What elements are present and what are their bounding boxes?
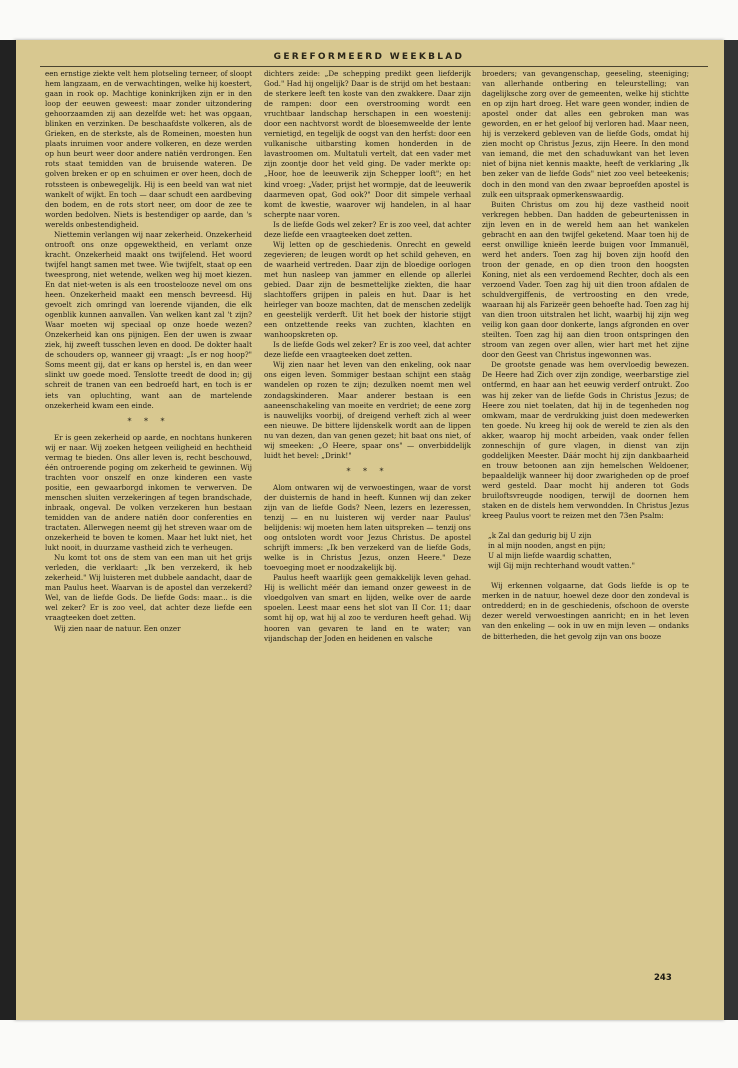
paragraph: Buiten Christus om zou hij deze vastheid nooit verkregen hebben. Dan hadden de gebeurtenissen in zijn leven en in de wereld hem aan het wankelen gebracht en aan den twijfel geketend. Maar toen hij de eerst onwillige knieën leerde buigen voor Immanuël, werd het anders. Toen zag hij boven zijn hoofd den troon der genade, en op dien troon den hoogsten Koning, niet als een verdoemend Rechter, doch als een verzoend Vader. Toen zag hij uit dien troon afdalen de schuldvergiffenis, de vertroosting en den vrede, waaraan hij als Farizeër geen behoefte had. Toen zag hij van dien troon uitstralen het licht, waarbij hij zijn weg veilig kon gaan door donkerte, langs afgronden en over steilten. Toen zag hij aan dien troon ontspringen den stroom van zegen over allen, wier hart met het zijne door den Geest van Christus ingewonnen was. bbox=[482, 199, 689, 360]
page-number: 243 bbox=[654, 973, 672, 983]
paragraph: Paulus heeft waarlijk geen gemakkelijk leven gehad. Hij is wellicht méér dan iemand onzer geweest in de vloedgolven van smart en lijden, welke over de aarde spoelen. Leest maar eens het slot van II Cor. 11; daar somt hij op, wat hij al zoo te verduren heeft gehad. Wij hooren van gevaren te land en te water; van vijandschap der Joden en heidenen en valsche bbox=[264, 573, 471, 643]
text-column-3 bbox=[482, 69, 689, 999]
psalm-quote bbox=[482, 531, 689, 571]
running-header: GEREFORMEERD WEEKBLAD bbox=[273, 52, 465, 62]
poem-line: in al mijn nooden, angst en pijn; bbox=[488, 541, 606, 551]
paragraph: Wij zien naar het leven van den enkeling, ook naar ons eigen leven. Sommiger bestaan schijnt een staäg wandelen op rozen te zijn; dezulken noemt men wel zondagskinderen. Maar anderer bestaan is een aaneenschakeling van moeite en verdriet; de eene zorg is nauwelijks voorbij, of dreigend verheft zich al weer een nieuwe. De bittere lijdenskelk wordt aan de lippen nu van dezen, dan van genen gezet; hit baat ons niet, of wij smeeken: „O Heere, spaar ons" — onverbiddelijk luidt het bevel: „Drink!" bbox=[264, 360, 471, 460]
section-divider: * * * bbox=[127, 416, 170, 426]
section-divider: * * * bbox=[346, 466, 389, 476]
paragraph: Is de liefde Gods wel zeker? Er is zoo veel, dat achter deze liefde een vraagteeken doet zetten. bbox=[264, 340, 471, 360]
header-rule bbox=[40, 66, 708, 67]
paragraph: een ernstige ziekte velt hem plotseling terneer, of sloopt hem langzaam, en de verwachtingen, welke hij koestert, gaan in rook op. Machtige koninkrijken zijn er in den loop der eeuwen geweest: maar zonder uitzondering gehoorzaamden zij aan dezelfde wet: het was opgaan, blinken en verzinken. De beschaafdste volkeren, als de Grieken, en de sterkste, als de Romeinen, moesten hun plaats inruimen voor andere volkeren, en deze werden op hun beurt weer door andere natiën verdrongen. Een rots staat temidden van de bruisende wateren. De golven breken er op en schuimen er over heen, doch de rotssteen is onbewegelijk. Hij is een beeld van wat niet wankelt of wijkt. En toch — daar schudt een aardbeving den bodem, en de rots stort neer, om door de zee te worden bedolven. Niets is bestendiger op aarde, dan 's werelds onbestendigheid. bbox=[45, 69, 252, 229]
paragraph: broeders; van gevangenschap, geeseling, steeniging; van allerhande ontbering en teleurstelling; van dagelijksche zorg over de gemeenten, welke hij stichtte en op zijn hart droeg. Het ware geen wonder, indien de apostel onder dat alles een gebroken man was geworden, en er het geloof bij verloren had. Maar neen, hij is verzekerd gebleven van de liefde Gods, omdat hij zien mocht op Christus Jezus, zijn Heere. In den mond van iemand, die met den schaduwkant van het leven niet of bijna niet kennis maakte, heeft de verklaring „Ik ben zeker van de liefde Gods" niet zoo veel beteekenis; doch in den mond van den zwaar beproefden apostel is zulk een uitspraak opmerkenswaardig. bbox=[482, 69, 689, 199]
paragraph: Wij letten op de geschiedenis. Onrecht en geweld zegevieren; de leugen wordt op het schild geheven, en de waarheid vertreden. Daar zijn de bloedige oorlogen met hun nasleep van jammer en ellende op allerlei gebied. Daar zijn de besmettelijke ziekten, die haar slachtoffers grijpen in paleis en hut. Daar is het heirleger van booze machten, dat de menschen zedelijk en geestelijk verderft. Uit het boek der historie stijgt een ontzettende reeks van zuchten, klachten en wanhoopskreten op. bbox=[264, 239, 471, 340]
text-column-2 bbox=[264, 69, 471, 999]
scan-edge-right bbox=[724, 40, 738, 1020]
poem-line: wijl Gij mijn rechterhand woudt vatten." bbox=[488, 561, 635, 571]
poem-line: „k Zal dan gedurig bij U zijn bbox=[488, 531, 592, 541]
text-column-1 bbox=[45, 69, 252, 999]
paragraph: Wij erkennen volgaarne, dat Gods liefde is op te merken in de natuur, hoewel deze door den zondeval is ontredderd; en in de geschiedenis, ofschoon de overste dezer wereld verwoestingen aanricht; en in het leven van den enkeling — ook in uw en mijn leven — ondanks de bitterheden, die het gevolg zijn van ons booze bbox=[482, 581, 689, 641]
paragraph: Is de liefde Gods wel zeker? Er is zoo veel, dat achter deze liefde een vraagteeken doet zetten. bbox=[264, 219, 471, 239]
scan-edge-left bbox=[0, 40, 16, 1020]
paragraph: Alom ontwaren wij de verwoestingen, waar de vorst der duisternis de hand in heeft. Kunnen wij dan zeker zijn van de liefde Gods? Neen, lezers en lezeressen, tenzij — en nu luisteren wij verder naar Paulus' belijdenis: wij moeten hem laten uitspreken — tenzij ons oog ontsloten wordt voor Jezus Christus. De apostel schrijft immers: „Ik ben verzekerd van de liefde Gods, welke is in Christus Jezus, onzen Heere." Deze toevoeging moet er noodzakelijk bij. bbox=[264, 482, 471, 573]
paragraph: Wij zien naar de natuur. Een onzer bbox=[54, 623, 181, 633]
paragraph: Er is geen zekerheid op aarde, en nochtans hunkeren wij er naar. Wij zoeken hetgeen veiligheid en hechtheid vermag te bieden. Ons aller leven is, recht beschouwd, één ontroerende poging om zekerheid te gewinnen. Wij trachten voor onszelf en onze kinderen een vaste positie, een gewaarborgd inkomen te verwerven. De menschen sluiten verzekeringen af tegen brandschade, inbraak, ongeval. De volken verzekeren hun bestaan temidden van de andere natiën door conferenties en tractaten. Allerwegen neemt gij het streven waar om de onzekerheid te boven te komen. Maar het lukt niet, het lukt nooit, in duurzame vastheid zich te verheugen. bbox=[45, 432, 252, 553]
paragraph: De grootste genade was hem overvloedig bewezen. De Heere had Zich over zijn zondige, weerbarstige ziel ontfermd, en haar aan het eeuwig verderf ontrukt. Zoo was hij zeker van de liefde Gods in Christus Jezus; de Heere zou niet toelaten, dat hij in de tegenheden nog omkwam, maar de verdrukking juist doen medewerken ten goede. Nu kreeg hij ook de wereld te zien als den akker, waarop hij mocht arbeiden, vaak onder fellen zonneschijn of gure vlagen, in dienst van zijn goddelijken Meester. Dáár mocht hij zijn dankbaarheid en trouw betoonen aan zijn hemelschen Weldoener, bepaaldelijk wanneer hij door zwarigheden op de proef werd gesteld. Daar mocht hij anderen tot Gods bruiloftsvreugde noodigen, terwijl de doornen hem staken en de distels hem verwondden. In Christus Jezus kreeg Paulus voort te reizen met den 73en Psalm: bbox=[482, 360, 689, 521]
paragraph: Nu komt tot ons de stem van een man uit het grijs verleden, die verklaart: „Ik ben verzekerd, ik heb zekerheid." Wij luisteren met dubbele aandacht, daar de man Paulus heet. Waarvan is de apostel dan verzekerd? Wel, van de liefde Gods. De liefde Gods: maar... is die wel zeker? Er is zoo veel, dat achter deze liefde een vraagteeken doet zetten. bbox=[45, 553, 252, 623]
paragraph: Niettemin verlangen wij naar zekerheid. Onzekerheid ontrooft ons onze opgewektheid, en verlamt onze kracht. Onzekerheid maakt ons twijfelend. Het woord twijfel hangt samen met twee. Wie twijfelt, staat op een tweesprong, niet wetende, welken weg hij moet kiezen. En dat niet-weten is als een troostelooze nevel om ons heen. Onzekerheid maakt een mensch bevreesd. Hij gevoelt zich omringd van loerende vijanden, die elk ogenblik kunnen aanvallen. Van welken kant zal 't zijn? Waar moeten wij speciaal op onze hoede wezen? Onzekerheid kan ons pijnigen. Een der uwen is zwaar ziek, hij zweeft tusschen leven en dood. De dokter haalt de schouders op, wanneer gij vraagt: „Is er nog hoop?" Soms meent gij, dat er kans op herstel is, en dan weer slinkt uw goede moed. Tenslotte treedt de dood in; gij schreit de tranen van een bedroefd hart, en toch is er iets van opluchting, want aan de martelende onzekerheid kwam een einde. bbox=[45, 229, 252, 410]
poem-line: U al mijn liefde waardig schatten, bbox=[488, 551, 612, 561]
paragraph: dichters zeide: „De schepping predikt geen liefderijk God." Had hij ongelijk? Daar is de strijd om het bestaan: de sterkere leeft ten koste van den zwakkere. Daar zijn de rampen: door een overstrooming wordt een vruchtbaar landschap herschapen in een woestenij: door een nachtvorst wordt de bloesemweelde der lente vernietigd, en tegelijk de oogst van den herfst: door een vulkanische uitbarsting komen honderden in de lavastroomen om. Multatuli vertelt, dat een vader met zijn zoontje door het veld ging. De vader merkte op: „Hoor, hoe de leeuwerik zijn Schepper looft"; en het kind vroeg: „Vader, prijst het wormpje, dat de leeuwerik daarmeven opat, God ook?" Door dit simpele verhaal komt de kwestie, waarover wij handelen, in al haar scherpte naar voren. bbox=[264, 69, 471, 219]
